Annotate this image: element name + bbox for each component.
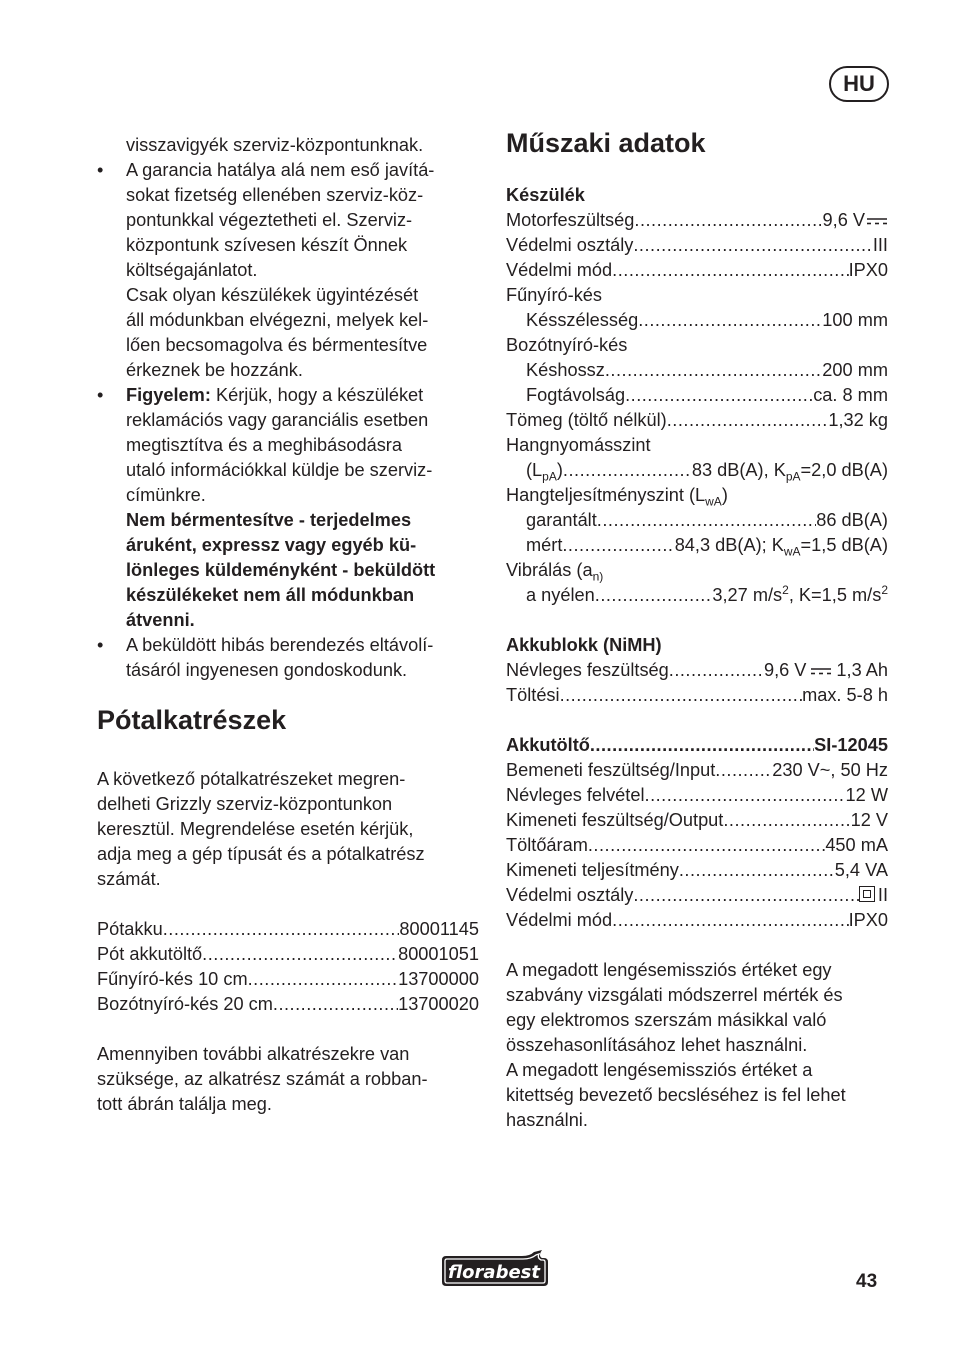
bullet-line-bold: áruként, expressz vagy egyéb kü- (126, 535, 417, 555)
bullet-line: áll módunkban elvégezni, melyek kel- (126, 310, 429, 330)
spec-label: Tömeg (töltő nélkül) (506, 410, 667, 430)
left-column (97, 133, 479, 1117)
spec-value: max. 5-8 h (802, 685, 888, 705)
spec-row-charger-class (506, 883, 888, 908)
spec-label: Késszélesség (526, 310, 639, 330)
spec-row-blade-width (506, 308, 888, 333)
spec-label: Névleges feszültség (506, 660, 669, 680)
page-number: 43 (856, 1271, 878, 1292)
spec-row-charger (506, 808, 888, 833)
spec-row-blade-length (506, 358, 888, 383)
spec-row-charger (506, 783, 888, 808)
intro-line: visszavigyék szerviz-központunknak. (126, 135, 424, 155)
spec-label: Védelmi mód (506, 910, 613, 930)
spec-value: 9,6 V (823, 208, 888, 233)
text-line: delheti Grizzly szerviz-központunkon (97, 794, 393, 814)
dc-symbol-icon (866, 216, 888, 226)
bullet-line: reklamációs vagy garanciális esetben (126, 410, 429, 430)
spec-label: Kimeneti teljesítmény (506, 860, 679, 880)
spec-row-charger (506, 833, 888, 858)
bullet-dot: • (97, 635, 104, 655)
vibration-note (506, 958, 888, 1133)
spec-label: a nyélen (526, 585, 595, 605)
attention-label: Figyelem: (126, 385, 211, 405)
bullet-line-bold: lönleges küldeményként - beküldött (126, 560, 436, 580)
part-number: 80001145 (399, 919, 479, 939)
text-line: használni. (506, 1110, 588, 1130)
part-number: 13700000 (398, 969, 479, 989)
dc-symbol-icon (810, 666, 832, 676)
spec-value: 12 W (845, 785, 888, 805)
spec-label: Kimeneti feszültség/Output (506, 810, 724, 830)
text-line: keresztül. Megrendelése esetén kérjük, (97, 819, 414, 839)
spec-row-guaranteed (506, 508, 888, 533)
bullet-line: pontunkkal végeztetheti el. Szerviz- (126, 210, 413, 230)
spec-row-motor (506, 208, 888, 233)
bullet-line: A beküldött hibás berendezés eltávolí- (126, 635, 434, 655)
spec-value: III (872, 235, 888, 255)
spec-group-vibration: Vibrálás ($a_{n)}$ (506, 560, 604, 584)
spec-label: Védelmi osztály (506, 885, 634, 905)
spec-group-sound-pressure: Hangnyomásszint (506, 435, 651, 455)
spec-value: 1,32 kg (828, 410, 888, 430)
parts-intro (97, 767, 479, 892)
spec-label: Töltési (506, 685, 560, 705)
logo-text: florabest (448, 1262, 540, 1283)
spec-group-mower-blade: Fűnyíró-kés (506, 285, 603, 305)
bullet-line: sokat fizetség ellenében szerviz-köz- (126, 185, 424, 205)
spec-row-charger (506, 758, 888, 783)
spec-value: 86 dB(A) (816, 510, 888, 530)
text-line: Amennyiben további alkatrészekre van (97, 1044, 410, 1064)
charger-label: Akkutöltő (506, 735, 590, 755)
battery-heading: Akkublokk (NiMH) (506, 635, 662, 655)
spec-value: 84,3 dB(A); $K_{wA}=1,5$ dB(A) (674, 535, 888, 559)
spec-value: 230 V~, 50 Hz (772, 760, 888, 780)
bullet-item-repairs (97, 158, 479, 383)
spec-row-lpa (506, 458, 888, 483)
bullet-line: Csak olyan készülékek ügyintézését (126, 285, 419, 305)
spec-value: 5,4 VA (834, 860, 888, 880)
parts-list-row (97, 917, 479, 942)
spec-group-sound-power: Hangteljesítményszint $(L_{wA})$ (506, 485, 728, 509)
bullet-dot: • (97, 385, 104, 405)
text-line: egy elektromos szerszám másikkal való (506, 1010, 827, 1030)
part-name: Pót akkutöltő (97, 944, 203, 964)
spec-value: 9,6 V 1,3 Ah (763, 660, 888, 680)
spec-row-handle (506, 583, 888, 608)
parts-heading: Pótalkatrészek (97, 705, 287, 735)
spec-value: 200 mm (822, 360, 888, 380)
parts-list-row (97, 967, 479, 992)
bullet-line-bold: Nem bérmentesítve - terjedelmes (126, 510, 412, 530)
charger-heading (506, 733, 888, 758)
spec-value: II (859, 883, 888, 908)
spec-label: Töltőáram (506, 835, 588, 855)
part-name: Pótakku (97, 919, 163, 939)
part-name: Bozótnyíró-kés 20 cm (97, 994, 273, 1014)
florabest-logo (438, 1248, 550, 1288)
parts-list-row (97, 942, 479, 967)
spec-row-weight (506, 408, 888, 433)
spec-row-measured (506, 533, 888, 558)
text-line: adja meg a gép típusát és a pótalkatrész (97, 844, 425, 864)
spec-row-protection-class (506, 233, 888, 258)
spec-row-protection-mode (506, 258, 888, 283)
bullet-line: A garancia hatálya alá nem eső javítá- (126, 160, 435, 180)
spec-label: Bemeneti feszültség/Input (506, 760, 716, 780)
text-line: tott ábrán találja meg. (97, 1094, 272, 1114)
spec-row-charging (506, 683, 888, 708)
charger-model: SI-12045 (814, 735, 888, 755)
bullet-line: címünkre. (126, 485, 206, 505)
spec-label: Névleges felvétel (506, 785, 645, 805)
spec-value: 3,27 $m/s^2$, K=1,5 $m/s^2$ (712, 582, 888, 605)
text-line: számát. (97, 869, 161, 889)
text-line: A megadott lengésemissziós értéket egy (506, 960, 832, 980)
language-badge: HU (829, 66, 889, 102)
part-number: 13700020 (398, 994, 479, 1014)
class-ii-icon (859, 886, 875, 902)
bullet-line: költségajánlatot. (126, 260, 258, 280)
spec-value: 83 dB(A), $K_{pA}=2,0$ dB(A) (691, 460, 888, 484)
text-line: kitettség bevezető becsléséhez is fel lehet (506, 1085, 846, 1105)
spec-value: 12 V (850, 810, 888, 830)
spec-label: Védelmi osztály (506, 235, 634, 255)
bullet-line (126, 383, 479, 408)
spec-value: ca. 8 mm (813, 385, 888, 405)
parts-list-row (97, 992, 479, 1017)
spec-value: 100 mm (822, 310, 888, 330)
spec-row-charger-mode (506, 908, 888, 933)
parts-list (97, 917, 479, 1017)
bullet-line: utaló információkkal küldje be szerviz- (126, 460, 433, 480)
text-line: A megadott lengésemissziós értéket a (506, 1060, 813, 1080)
part-number: 80001051 (398, 944, 479, 964)
spec-row-nominal-voltage (506, 658, 888, 683)
bullet-line: központunk szívesen készít Önnek (126, 235, 408, 255)
spec-label: Késhossz (526, 360, 605, 380)
spec-label: garantált (526, 510, 597, 530)
text-line: A következő pótalkatrészeket megren- (97, 769, 406, 789)
spec-value: IPX0 (848, 260, 888, 280)
bullet-line: érkeznek be hozzánk. (126, 360, 303, 380)
spec-group-shrub-blade: Bozótnyíró-kés (506, 335, 628, 355)
bullet-line-bold: készülékeket nem áll módunkban (126, 585, 415, 605)
spec-label: Védelmi mód (506, 260, 613, 280)
text-line: szabvány vizsgálati módszerrel mérték és (506, 985, 843, 1005)
spec-label: mért (526, 535, 563, 555)
spec-label: Motorfeszültség (506, 210, 635, 230)
bullet-line-bold: átvenni. (126, 610, 195, 630)
text-line: összehasonlításához lehet használni. (506, 1035, 808, 1055)
device-heading: Készülék (506, 185, 585, 205)
text-line: szüksége, az alkatrész számát a robban- (97, 1069, 428, 1089)
bullet-dot: • (97, 160, 104, 180)
spec-label: $(L_{pA})$ (526, 460, 563, 484)
spec-value: IPX0 (848, 910, 888, 930)
bullet-item-attention (97, 383, 479, 633)
bullet-line: lően becsomagolva és bérmentesítve (126, 335, 428, 355)
bullet-line: megtisztítva és a meghibásodásra (126, 435, 402, 455)
specs-heading: Műszaki adatok (506, 128, 706, 158)
right-column (506, 128, 888, 1133)
spec-row-charger (506, 858, 888, 883)
spec-value: 450 mA (825, 835, 888, 855)
parts-outro (97, 1042, 479, 1117)
part-name: Fűnyíró-kés 10 cm (97, 969, 248, 989)
spec-label: Fogtávolság (526, 385, 626, 405)
bullet-line: tásáról ingyenesen gondoskodunk. (126, 660, 408, 680)
bullet-item-disposal (97, 633, 479, 683)
spec-row-tooth-spacing (506, 383, 888, 408)
attention-text: Kérjük, hogy a készüléket (210, 385, 424, 405)
